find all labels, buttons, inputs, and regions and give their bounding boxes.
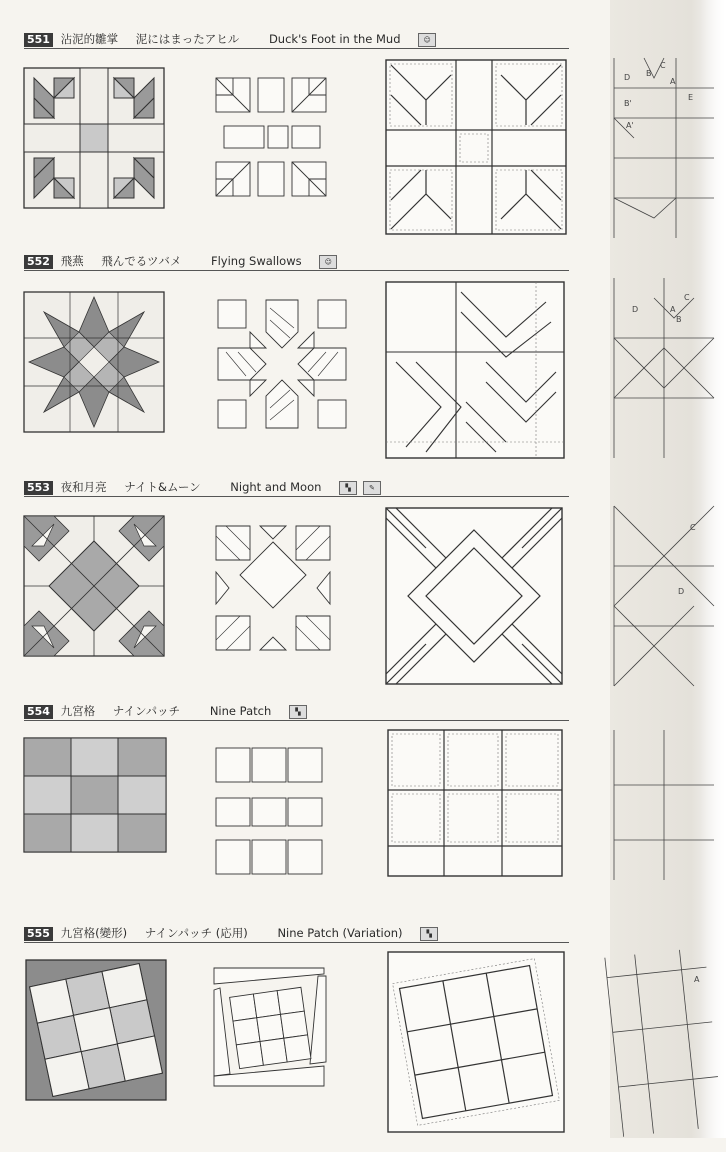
pattern-block-553 xyxy=(0,478,726,706)
machine-icon: ▚ xyxy=(339,481,357,495)
machine-icon: ▚ xyxy=(420,927,438,941)
piece-letter: A xyxy=(670,305,676,314)
template-diagram xyxy=(388,730,562,876)
piece-letter: B xyxy=(676,315,682,324)
template-diagram xyxy=(388,952,564,1132)
pieces-diagram xyxy=(218,300,346,430)
construction-diagram xyxy=(614,730,714,880)
english-name: Nine Patch (Variation) xyxy=(277,926,403,940)
block-header xyxy=(24,478,569,497)
construction-diagram xyxy=(614,278,714,458)
hand-icon: ✎ xyxy=(363,481,381,495)
block-header xyxy=(24,252,569,271)
pieces-diagram xyxy=(216,748,324,856)
pattern-block-551 xyxy=(0,30,726,258)
japanese-name: ナイト&ムーン xyxy=(124,480,201,494)
piece-letter: A' xyxy=(626,121,634,130)
english-name: Nine Patch xyxy=(209,704,272,718)
pattern-number: 554 xyxy=(24,705,53,719)
piece-letter: A xyxy=(670,77,676,86)
finished-block-diagram xyxy=(24,738,166,852)
chinese-name: 夜和月亮 xyxy=(60,480,107,494)
block-header xyxy=(24,702,569,721)
template-diagram xyxy=(386,508,562,684)
english-name: Duck's Foot in the Mud xyxy=(268,32,401,46)
pattern-block-552 xyxy=(0,252,726,480)
pattern-number: 551 xyxy=(24,33,53,47)
pattern-number: 553 xyxy=(24,481,53,495)
template-diagram xyxy=(386,60,566,234)
block-header xyxy=(24,30,569,49)
piece-letter: D xyxy=(678,587,685,596)
construction-diagram xyxy=(614,952,714,1132)
piece-letter: A xyxy=(694,975,700,984)
pattern-block-554 xyxy=(0,702,726,930)
pieces-diagram xyxy=(214,968,326,1086)
japanese-name: ナインパッチ xyxy=(112,704,181,718)
english-name: Flying Swallows xyxy=(210,254,302,268)
pattern-number: 555 xyxy=(24,927,53,941)
piece-letter: C xyxy=(660,61,666,70)
piece-letter: C xyxy=(684,293,690,302)
block-header xyxy=(24,924,569,943)
japanese-name: ナインパッチ (応用) xyxy=(144,926,248,940)
piece-letter: C xyxy=(690,523,696,532)
construction-diagram xyxy=(614,506,714,686)
piece-letter: E xyxy=(688,93,694,102)
finished-block-diagram xyxy=(24,292,164,432)
template-diagram xyxy=(386,282,564,458)
finished-block-diagram xyxy=(24,68,164,208)
machine-icon: ▚ xyxy=(289,705,307,719)
face-icon: ☺ xyxy=(319,255,337,269)
construction-diagram xyxy=(614,58,714,238)
pieces-diagram xyxy=(216,526,330,650)
chinese-name: 九宮格 xyxy=(60,704,96,718)
piece-letter: D xyxy=(632,305,639,314)
piece-letter: B' xyxy=(624,99,632,108)
pattern-number: 552 xyxy=(24,255,53,269)
chinese-name: 飛燕 xyxy=(60,254,84,268)
japanese-name: 泥にはまったアヒル xyxy=(135,32,240,46)
finished-block-diagram xyxy=(24,516,164,656)
pieces-diagram xyxy=(216,78,326,203)
piece-letter: D xyxy=(624,73,631,82)
face-icon: ☺ xyxy=(418,33,436,47)
pattern-block-555 xyxy=(0,924,726,1152)
chinese-name: 九宮格(變形) xyxy=(60,926,128,940)
chinese-name: 沾泥的雛掌 xyxy=(60,32,119,46)
finished-block-diagram xyxy=(26,960,166,1100)
english-name: Night and Moon xyxy=(230,480,322,494)
japanese-name: 飛んでるツバメ xyxy=(101,254,182,268)
piece-letter: B xyxy=(646,69,652,78)
